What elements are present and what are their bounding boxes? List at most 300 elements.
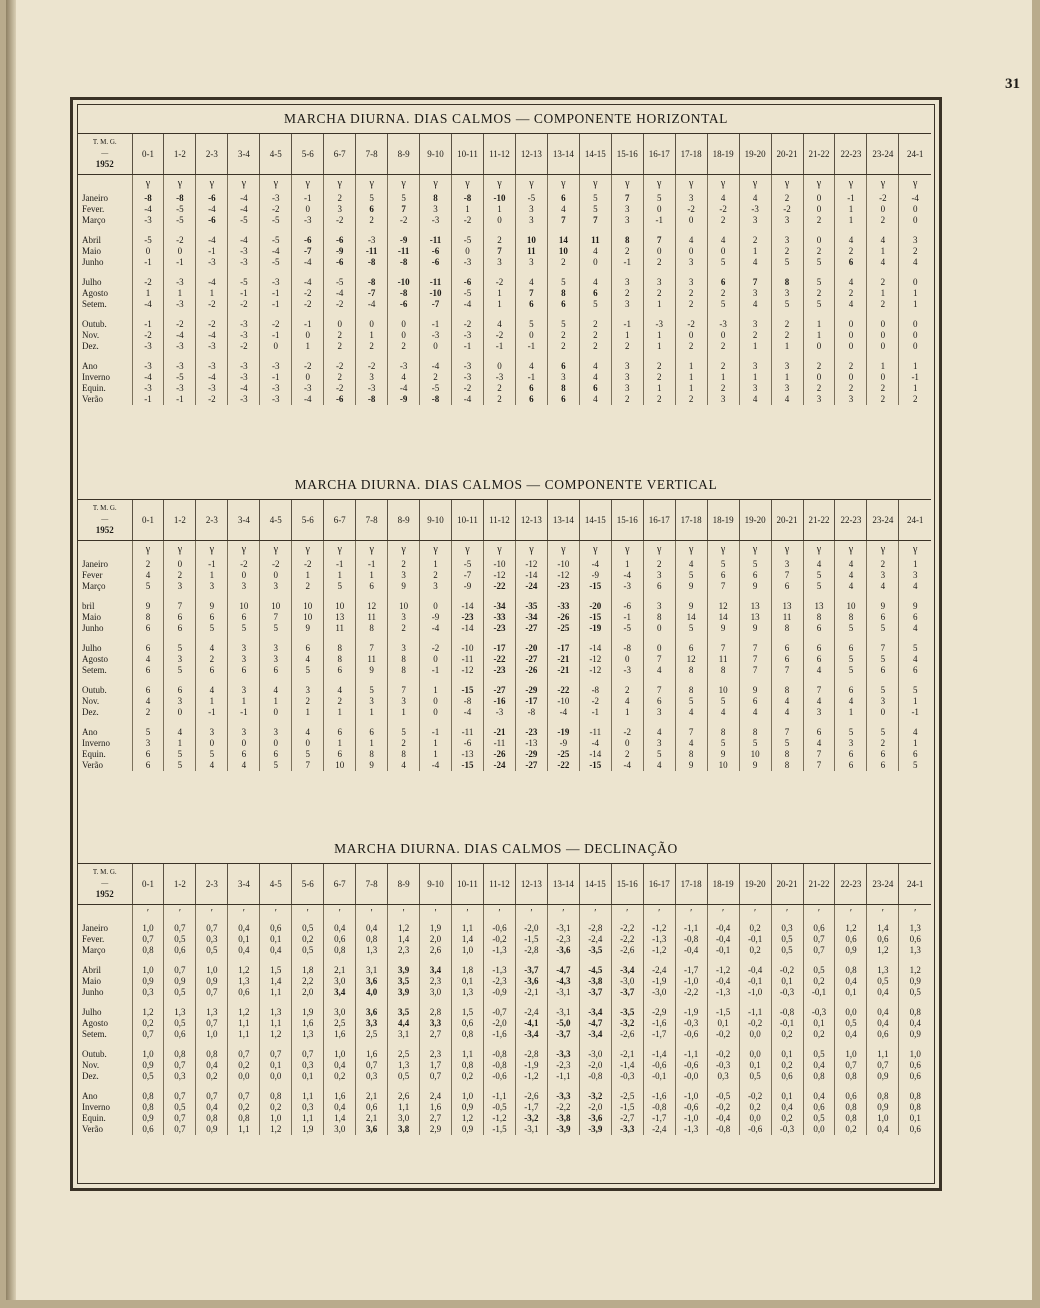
table-cell: -22 bbox=[483, 581, 515, 592]
table-cell: 5 bbox=[803, 581, 835, 592]
unit-symbol: γ bbox=[420, 541, 452, 560]
table-cell: 1,2 bbox=[228, 965, 260, 976]
table-cell: -0,1 bbox=[643, 1071, 675, 1082]
table-cell: 2,9 bbox=[420, 1124, 452, 1135]
table-cell: 0,0 bbox=[835, 1007, 867, 1018]
header-year bbox=[78, 525, 132, 537]
table-cell: 0,9 bbox=[132, 1060, 164, 1071]
table-cell: 7 bbox=[547, 215, 579, 226]
table-cell: 3 bbox=[739, 288, 771, 299]
spacer-cell bbox=[611, 998, 643, 1007]
spacer-cell bbox=[228, 268, 260, 277]
table-cell: 3,0 bbox=[388, 1113, 420, 1124]
spacer-label bbox=[78, 1082, 132, 1091]
spacer-cell bbox=[132, 998, 164, 1007]
table-cell: -0,4 bbox=[739, 965, 771, 976]
table-cell: 2,3 bbox=[420, 1049, 452, 1060]
table-cell: -3 bbox=[420, 215, 452, 226]
table-cell: 1 bbox=[611, 330, 643, 341]
spacer-cell bbox=[899, 1040, 931, 1049]
table-cell: 1 bbox=[867, 288, 899, 299]
spacer-cell bbox=[356, 310, 388, 319]
table-cell: 1 bbox=[324, 570, 356, 581]
table-cell: 1 bbox=[899, 288, 931, 299]
spacer-cell bbox=[420, 352, 452, 361]
table-cell: 0,7 bbox=[196, 1091, 228, 1102]
hour-header: 14-15 bbox=[579, 134, 611, 175]
table-cell: 0,9 bbox=[132, 1113, 164, 1124]
table-cell: 2 bbox=[643, 257, 675, 268]
spacer-cell bbox=[675, 1082, 707, 1091]
hour-header: 0-1 bbox=[132, 500, 164, 541]
table-cell: 2 bbox=[835, 246, 867, 257]
table-cell: 5 bbox=[707, 299, 739, 310]
table-row bbox=[78, 1124, 931, 1135]
row-label: Verão bbox=[82, 1124, 103, 1134]
table-cell: 6 bbox=[643, 696, 675, 707]
table-cell: -0,3 bbox=[771, 987, 803, 998]
table-cell: 7 bbox=[643, 654, 675, 665]
unit-symbol: γ bbox=[324, 541, 356, 560]
spacer-cell bbox=[388, 676, 420, 685]
table-cell: 6 bbox=[899, 612, 931, 623]
table-cell: -2,8 bbox=[515, 1049, 547, 1060]
hour-header: 17-18 bbox=[675, 500, 707, 541]
table-cell: -8 bbox=[132, 193, 164, 204]
table-cell: 3 bbox=[324, 204, 356, 215]
table-cell: 0 bbox=[292, 204, 324, 215]
table-row bbox=[78, 1018, 931, 1029]
table-cell: 0,0 bbox=[739, 1049, 771, 1060]
spacer-cell bbox=[611, 352, 643, 361]
table-cell: 1,4 bbox=[388, 934, 420, 945]
table-cell: 4 bbox=[707, 193, 739, 204]
row-label: Fever. bbox=[82, 934, 105, 944]
hour-header: 10-11 bbox=[452, 134, 484, 175]
spacer-cell bbox=[132, 634, 164, 643]
spacer-cell bbox=[420, 226, 452, 235]
table-cell: -23 bbox=[483, 623, 515, 634]
table-cell: 7 bbox=[771, 570, 803, 581]
table-cell: 2 bbox=[803, 288, 835, 299]
spacer-cell bbox=[803, 268, 835, 277]
spacer-cell bbox=[739, 676, 771, 685]
table-cell: 14 bbox=[675, 612, 707, 623]
table-cell: -2,8 bbox=[515, 945, 547, 956]
table-cell: -8 bbox=[515, 707, 547, 718]
table-cell: 0 bbox=[867, 341, 899, 352]
table-cell: 4 bbox=[803, 696, 835, 707]
table-cell: 7 bbox=[739, 665, 771, 676]
spacer-cell bbox=[483, 956, 515, 965]
table-cell: 3 bbox=[420, 204, 452, 215]
table-cell: 6 bbox=[579, 288, 611, 299]
table-cell: -2 bbox=[324, 361, 356, 372]
table-cell: -1 bbox=[899, 707, 931, 718]
table-cell: 4 bbox=[132, 570, 164, 581]
table-cell: 6 bbox=[867, 749, 899, 760]
table-cell: 1,9 bbox=[420, 923, 452, 934]
table-cell: 0 bbox=[579, 257, 611, 268]
spacer-cell bbox=[452, 226, 484, 235]
table-cell: -1,3 bbox=[643, 934, 675, 945]
table-cell: 0,4 bbox=[196, 1060, 228, 1071]
table-cell: 0 bbox=[835, 330, 867, 341]
table-cell: 1,0 bbox=[899, 1049, 931, 1060]
table-cell: 0 bbox=[643, 623, 675, 634]
hour-header: 19-20 bbox=[739, 864, 771, 905]
table-cell: 0 bbox=[835, 319, 867, 330]
data-table bbox=[78, 863, 931, 1135]
spacer-cell bbox=[739, 352, 771, 361]
table-cell: 0,1 bbox=[771, 1091, 803, 1102]
table-cell: -11 bbox=[356, 246, 388, 257]
spacer-cell bbox=[643, 352, 675, 361]
spacer-cell bbox=[260, 676, 292, 685]
table-cell: 3,1 bbox=[356, 965, 388, 976]
table-cell: 6 bbox=[515, 299, 547, 310]
hour-header: 10-11 bbox=[452, 500, 484, 541]
group-spacer bbox=[78, 268, 931, 277]
unit-row-label bbox=[78, 905, 132, 924]
table-cell: 0,7 bbox=[164, 923, 196, 934]
spacer-cell bbox=[132, 268, 164, 277]
spacer-cell bbox=[611, 634, 643, 643]
spacer-cell bbox=[324, 592, 356, 601]
spacer-cell bbox=[132, 310, 164, 319]
table-cell: 1,3 bbox=[388, 1060, 420, 1071]
table-cell: 2 bbox=[771, 330, 803, 341]
table-cell: 1,3 bbox=[452, 987, 484, 998]
table-cell: 3 bbox=[611, 299, 643, 310]
table-cell: 0,8 bbox=[452, 1060, 484, 1071]
spacer-cell bbox=[899, 676, 931, 685]
table-cell: -1,1 bbox=[739, 1007, 771, 1018]
table-cell: 0,3 bbox=[164, 1071, 196, 1082]
table-cell: 1,3 bbox=[899, 945, 931, 956]
table-cell: -2,2 bbox=[675, 987, 707, 998]
table-cell: -1,5 bbox=[611, 1102, 643, 1113]
table-cell: -4 bbox=[196, 235, 228, 246]
spacer-cell bbox=[643, 226, 675, 235]
table-cell: -4 bbox=[324, 288, 356, 299]
table-cell: 0,1 bbox=[739, 1060, 771, 1071]
table-vertical-component bbox=[78, 473, 934, 835]
spacer-cell bbox=[547, 268, 579, 277]
spacer-cell bbox=[260, 634, 292, 643]
table-cell: 5 bbox=[164, 665, 196, 676]
table-cell: -5 bbox=[452, 288, 484, 299]
spacer-cell bbox=[356, 592, 388, 601]
table-cell: 2 bbox=[643, 559, 675, 570]
table-cell: 0,6 bbox=[356, 1102, 388, 1113]
spacer-cell bbox=[547, 310, 579, 319]
table-cell: 0,6 bbox=[899, 1060, 931, 1071]
table-cell: 3 bbox=[292, 685, 324, 696]
table-cell: 4 bbox=[835, 299, 867, 310]
hour-header: 21-22 bbox=[803, 864, 835, 905]
table-cell: 2 bbox=[164, 570, 196, 581]
spacer-cell bbox=[803, 1082, 835, 1091]
table-cell: -5 bbox=[515, 193, 547, 204]
table-cell: 2,1 bbox=[356, 1113, 388, 1124]
table-cell: 0,5 bbox=[164, 987, 196, 998]
table-cell: 3 bbox=[420, 581, 452, 592]
table-cell: 0,1 bbox=[292, 1071, 324, 1082]
table-cell: 6 bbox=[771, 643, 803, 654]
spacer-cell bbox=[675, 676, 707, 685]
table-cell: 6 bbox=[515, 394, 547, 405]
hour-header: 12-13 bbox=[515, 134, 547, 175]
table-cell: -3,3 bbox=[611, 1124, 643, 1135]
table-cell: 2 bbox=[707, 341, 739, 352]
table-cell: 6 bbox=[803, 654, 835, 665]
table-cell: 0,2 bbox=[739, 923, 771, 934]
table-row bbox=[78, 215, 931, 226]
spacer-cell bbox=[388, 956, 420, 965]
spacer-cell bbox=[260, 718, 292, 727]
table-cell: 1 bbox=[483, 288, 515, 299]
table-cell: -3 bbox=[643, 319, 675, 330]
spacer-cell bbox=[388, 718, 420, 727]
table-cell: 1,1 bbox=[228, 1029, 260, 1040]
unit-symbol: γ bbox=[483, 175, 515, 194]
unit-symbol: ′ bbox=[196, 905, 228, 924]
table-cell: 1 bbox=[196, 288, 228, 299]
table-cell: 4 bbox=[579, 394, 611, 405]
spacer-cell bbox=[835, 676, 867, 685]
table-cell: -5 bbox=[611, 623, 643, 634]
row-label: Ano bbox=[82, 727, 98, 737]
table-row bbox=[78, 361, 931, 372]
table-row bbox=[78, 934, 931, 945]
table-cell: 4 bbox=[515, 277, 547, 288]
table-cell: 9 bbox=[739, 581, 771, 592]
unit-symbol: ′ bbox=[707, 905, 739, 924]
table-cell: -1 bbox=[483, 341, 515, 352]
table-cell: -1 bbox=[515, 372, 547, 383]
table-cell: -0,6 bbox=[643, 1060, 675, 1071]
table-cell: -1 bbox=[292, 319, 324, 330]
table-row bbox=[78, 288, 931, 299]
row-label: Dez. bbox=[82, 341, 99, 351]
unit-symbol: ′ bbox=[292, 905, 324, 924]
table-cell: 5 bbox=[356, 685, 388, 696]
table-cell: 3 bbox=[388, 570, 420, 581]
table-cell: 0,5 bbox=[196, 945, 228, 956]
table-cell: 1 bbox=[132, 288, 164, 299]
hour-header: 18-19 bbox=[707, 500, 739, 541]
hour-header: 5-6 bbox=[292, 500, 324, 541]
table-cell: 7 bbox=[771, 665, 803, 676]
spacer-cell bbox=[356, 634, 388, 643]
table-cell: 1 bbox=[707, 372, 739, 383]
group-spacer bbox=[78, 998, 931, 1007]
table-cell: 3 bbox=[643, 601, 675, 612]
unit-row bbox=[78, 905, 931, 924]
table-cell: -34 bbox=[483, 601, 515, 612]
spacer-label bbox=[78, 1040, 132, 1049]
table-cell: 0 bbox=[835, 341, 867, 352]
table-cell: 2 bbox=[324, 341, 356, 352]
table-cell: 11 bbox=[324, 623, 356, 634]
table-cell: 3 bbox=[771, 383, 803, 394]
header-year-value: 1952 bbox=[95, 889, 114, 899]
table-cell: -1 bbox=[611, 319, 643, 330]
table-cell: 0,6 bbox=[260, 923, 292, 934]
table-cell: 0,2 bbox=[771, 1060, 803, 1071]
hour-header: 3-4 bbox=[228, 864, 260, 905]
spacer-cell bbox=[452, 718, 484, 727]
table-cell: 2,8 bbox=[420, 1007, 452, 1018]
table-cell: 3 bbox=[228, 727, 260, 738]
table-cell: -6 bbox=[196, 215, 228, 226]
table-cell: 5 bbox=[388, 727, 420, 738]
table-cell: 4 bbox=[707, 235, 739, 246]
table-cell: 3 bbox=[132, 738, 164, 749]
table-cell: 2 bbox=[292, 696, 324, 707]
spacer-cell bbox=[611, 592, 643, 601]
table-cell: 2 bbox=[547, 341, 579, 352]
table-cell: 5 bbox=[260, 760, 292, 771]
table-cell: -0,4 bbox=[707, 934, 739, 945]
table-cell: 5 bbox=[547, 319, 579, 330]
data-table bbox=[78, 133, 931, 405]
table-cell: 0 bbox=[260, 570, 292, 581]
table-cell: 1 bbox=[771, 341, 803, 352]
table-cell: 2 bbox=[356, 215, 388, 226]
table-cell: 0,1 bbox=[260, 1060, 292, 1071]
table-cell: 8 bbox=[547, 383, 579, 394]
table-cell: 5 bbox=[132, 581, 164, 592]
table-cell: 6 bbox=[132, 623, 164, 634]
spacer-cell bbox=[611, 956, 643, 965]
table-cell: -4,7 bbox=[547, 965, 579, 976]
table-cell: 5 bbox=[579, 193, 611, 204]
spacer-cell bbox=[611, 268, 643, 277]
hour-header: 20-21 bbox=[771, 500, 803, 541]
table-cell: 8 bbox=[707, 665, 739, 676]
spacer-cell bbox=[388, 310, 420, 319]
spacer-cell bbox=[228, 718, 260, 727]
table-cell: -2,5 bbox=[611, 1091, 643, 1102]
table-cell: 4 bbox=[867, 235, 899, 246]
table-cell: 4 bbox=[483, 319, 515, 330]
table-cell: -3,2 bbox=[579, 1091, 611, 1102]
table-cell: 6 bbox=[899, 749, 931, 760]
row-label: Junho bbox=[82, 623, 104, 633]
table-cell: 7 bbox=[707, 581, 739, 592]
table-cell: 1 bbox=[324, 738, 356, 749]
table-cell: 6 bbox=[835, 257, 867, 268]
table-cell: 2 bbox=[388, 559, 420, 570]
group-spacer bbox=[78, 1040, 931, 1049]
table-cell: 2 bbox=[611, 341, 643, 352]
row-label: Equin. bbox=[82, 1113, 106, 1123]
spacer-cell bbox=[483, 352, 515, 361]
table-cell: -1 bbox=[899, 372, 931, 383]
table-cell: -0,4 bbox=[675, 945, 707, 956]
table-cell: -1,1 bbox=[483, 1091, 515, 1102]
table-cell: 6 bbox=[324, 749, 356, 760]
table-cell: 0,6 bbox=[132, 1124, 164, 1135]
table-cell: -3 bbox=[260, 193, 292, 204]
table-cell: 5 bbox=[164, 749, 196, 760]
table-cell: -3 bbox=[452, 372, 484, 383]
table-cell: 0,8 bbox=[803, 1071, 835, 1082]
table-cell: -4 bbox=[579, 738, 611, 749]
table-cell: 2 bbox=[771, 193, 803, 204]
table-cell: 5 bbox=[164, 760, 196, 771]
spacer-cell bbox=[292, 310, 324, 319]
table-cell: 4,0 bbox=[356, 987, 388, 998]
table-cell: 2,1 bbox=[324, 965, 356, 976]
table-cell: 4 bbox=[899, 257, 931, 268]
table-cell: 1,2 bbox=[388, 923, 420, 934]
table-cell: -10 bbox=[483, 559, 515, 570]
unit-symbol: ′ bbox=[899, 905, 931, 924]
spacer-cell bbox=[547, 634, 579, 643]
table-cell: -14 bbox=[515, 570, 547, 581]
table-cell: 11 bbox=[356, 654, 388, 665]
spacer-cell bbox=[899, 956, 931, 965]
table-cell: -7 bbox=[292, 246, 324, 257]
spacer-cell bbox=[324, 718, 356, 727]
table-cell: 3,9 bbox=[388, 987, 420, 998]
table-cell: 1 bbox=[835, 204, 867, 215]
hour-header: 22-23 bbox=[835, 134, 867, 175]
table-cell: -23 bbox=[483, 665, 515, 676]
table-cell: -1,0 bbox=[739, 987, 771, 998]
table-cell: 7 bbox=[579, 215, 611, 226]
table-cell: -4 bbox=[420, 361, 452, 372]
table-cell: 0 bbox=[867, 319, 899, 330]
table-cell: 3 bbox=[228, 685, 260, 696]
spacer-cell bbox=[196, 1082, 228, 1091]
spacer-cell bbox=[739, 998, 771, 1007]
spacer-cell bbox=[707, 268, 739, 277]
table-cell: 0,3 bbox=[707, 1071, 739, 1082]
table-cell: 5 bbox=[356, 193, 388, 204]
row-label: Inverno bbox=[82, 1102, 110, 1112]
table-cell: 0,2 bbox=[228, 1102, 260, 1113]
table-cell: 1 bbox=[899, 383, 931, 394]
row-label: Maio bbox=[82, 976, 101, 986]
table-cell: 8 bbox=[707, 727, 739, 738]
table-cell: 0,5 bbox=[739, 1071, 771, 1082]
table-cell: -3 bbox=[356, 383, 388, 394]
table-cell: -2 bbox=[132, 330, 164, 341]
table-cell: 2 bbox=[643, 394, 675, 405]
hour-header: 2-3 bbox=[196, 864, 228, 905]
table-cell: 0,1 bbox=[228, 934, 260, 945]
table-cell: 11 bbox=[771, 612, 803, 623]
table-cell: -3,9 bbox=[547, 1124, 579, 1135]
table-cell: -12 bbox=[452, 665, 484, 676]
table-cell: 5 bbox=[675, 696, 707, 707]
table-cell: 0,8 bbox=[356, 934, 388, 945]
table-cell: -0,9 bbox=[483, 987, 515, 998]
table-cell: -1 bbox=[196, 559, 228, 570]
row-label: Junho bbox=[82, 257, 104, 267]
unit-symbol: ′ bbox=[643, 905, 675, 924]
spacer-cell bbox=[515, 998, 547, 1007]
spacer-cell bbox=[867, 310, 899, 319]
table-cell: -5 bbox=[164, 215, 196, 226]
table-cell: 3 bbox=[707, 394, 739, 405]
hour-header: 1-2 bbox=[164, 864, 196, 905]
table-cell: -3,7 bbox=[547, 1029, 579, 1040]
